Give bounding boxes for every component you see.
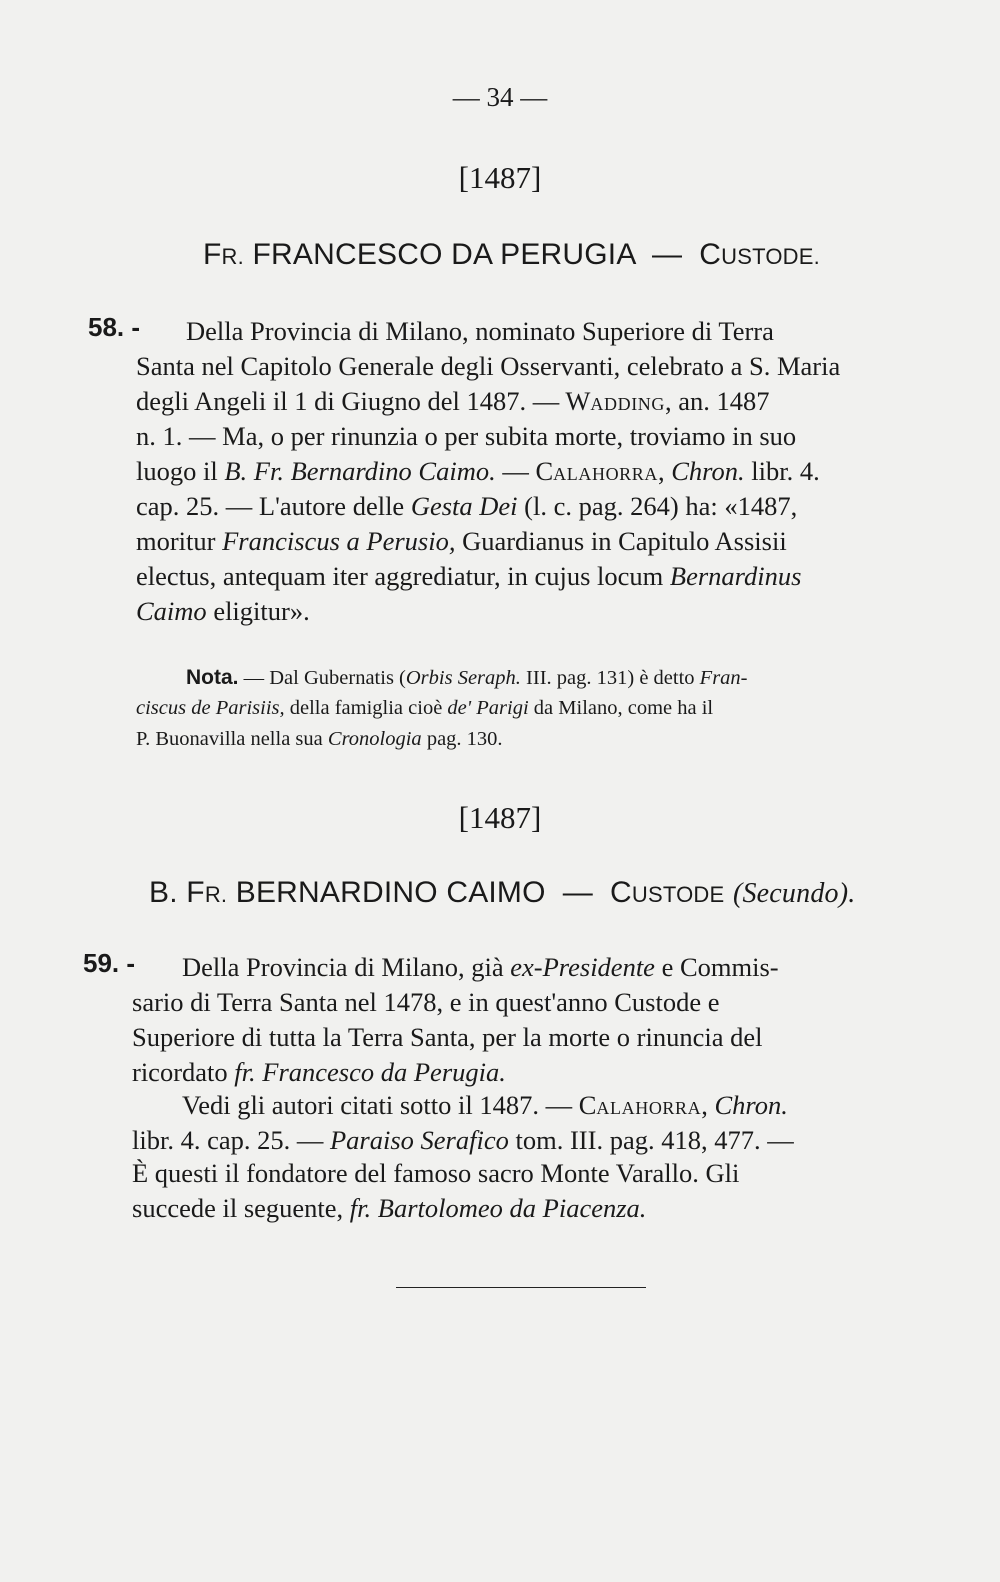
text-line: sario di Terra Santa nel 1478, e in quest'anno Custode e (132, 987, 720, 1017)
text-line: succede il seguente, fr. Bartolomeo da Piacenza. (132, 1193, 647, 1223)
note-label: Nota. (186, 666, 239, 689)
text-line: moritur Franciscus a Perusio, Guardianus in Capitulo Assisii (136, 526, 787, 556)
section-year: [1487] (458, 160, 542, 195)
paragraph-number: 58. - (88, 312, 141, 342)
text-line: luogo il B. Fr. Bernardino Caimo. — CALAHORRA, Chron. libr. 4. (136, 456, 820, 486)
page-number: — 34 — (452, 82, 548, 112)
text-line: electus, antequam iter aggrediatur, in cujus locum Bernardinus (136, 561, 802, 591)
text-line: Della Provincia di Milano, nominato Superiore di Terra (186, 316, 774, 346)
end-rule (396, 1287, 646, 1288)
section-year: [1487] (458, 800, 542, 835)
paragraph-number: 59. - (83, 948, 136, 978)
text-line: degli Angeli il 1 di Giugno del 1487. — WADDING, an. 1487 (136, 386, 770, 416)
text-line: Santa nel Capitolo Generale degli Osservanti, celebrato a S. Maria (136, 351, 841, 381)
note-line: Nota. — Dal Gubernatis (Orbis Seraph. III. pag. 131) è detto Fran- (186, 666, 748, 689)
text-line: Caimo eligitur». (136, 596, 310, 626)
text-line: Vedi gli autori citati sotto il 1487. — CALAHORRA, Chron. (182, 1090, 788, 1120)
text-line: Superiore di tutta la Terra Santa, per la morte o rinuncia del (132, 1022, 763, 1052)
text-line: n. 1. — Ma, o per rinunzia o per subita morte, troviamo in suo (136, 421, 797, 451)
text-line: libr. 4. cap. 25. — Paraiso Serafico tom. III. pag. 418, 477. — (132, 1125, 794, 1155)
note-line: P. Buonavilla nella sua Cronologia pag. 130. (136, 728, 503, 750)
text-line: cap. 25. — L'autore delle Gesta Dei (l. c. pag. 264) ha: «1487, (136, 491, 798, 521)
section-heading: B. FR. BERNARDINO CAIMO — CUSTODE (Secundo). (149, 876, 856, 909)
section-heading: FR. FRANCESCO DA PERUGIA — CUSTODE. (203, 238, 820, 271)
text-line: ricordato fr. Francesco da Perugia. (132, 1057, 506, 1087)
note-line: ciscus de Parisiis, della famiglia cioè de' Parigi da Milano, come ha il (136, 697, 714, 719)
text-line: Della Provincia di Milano, già ex-Presidente e Commis- (182, 952, 779, 982)
text-line: È questi il fondatore del famoso sacro Monte Varallo. Gli (132, 1158, 740, 1188)
